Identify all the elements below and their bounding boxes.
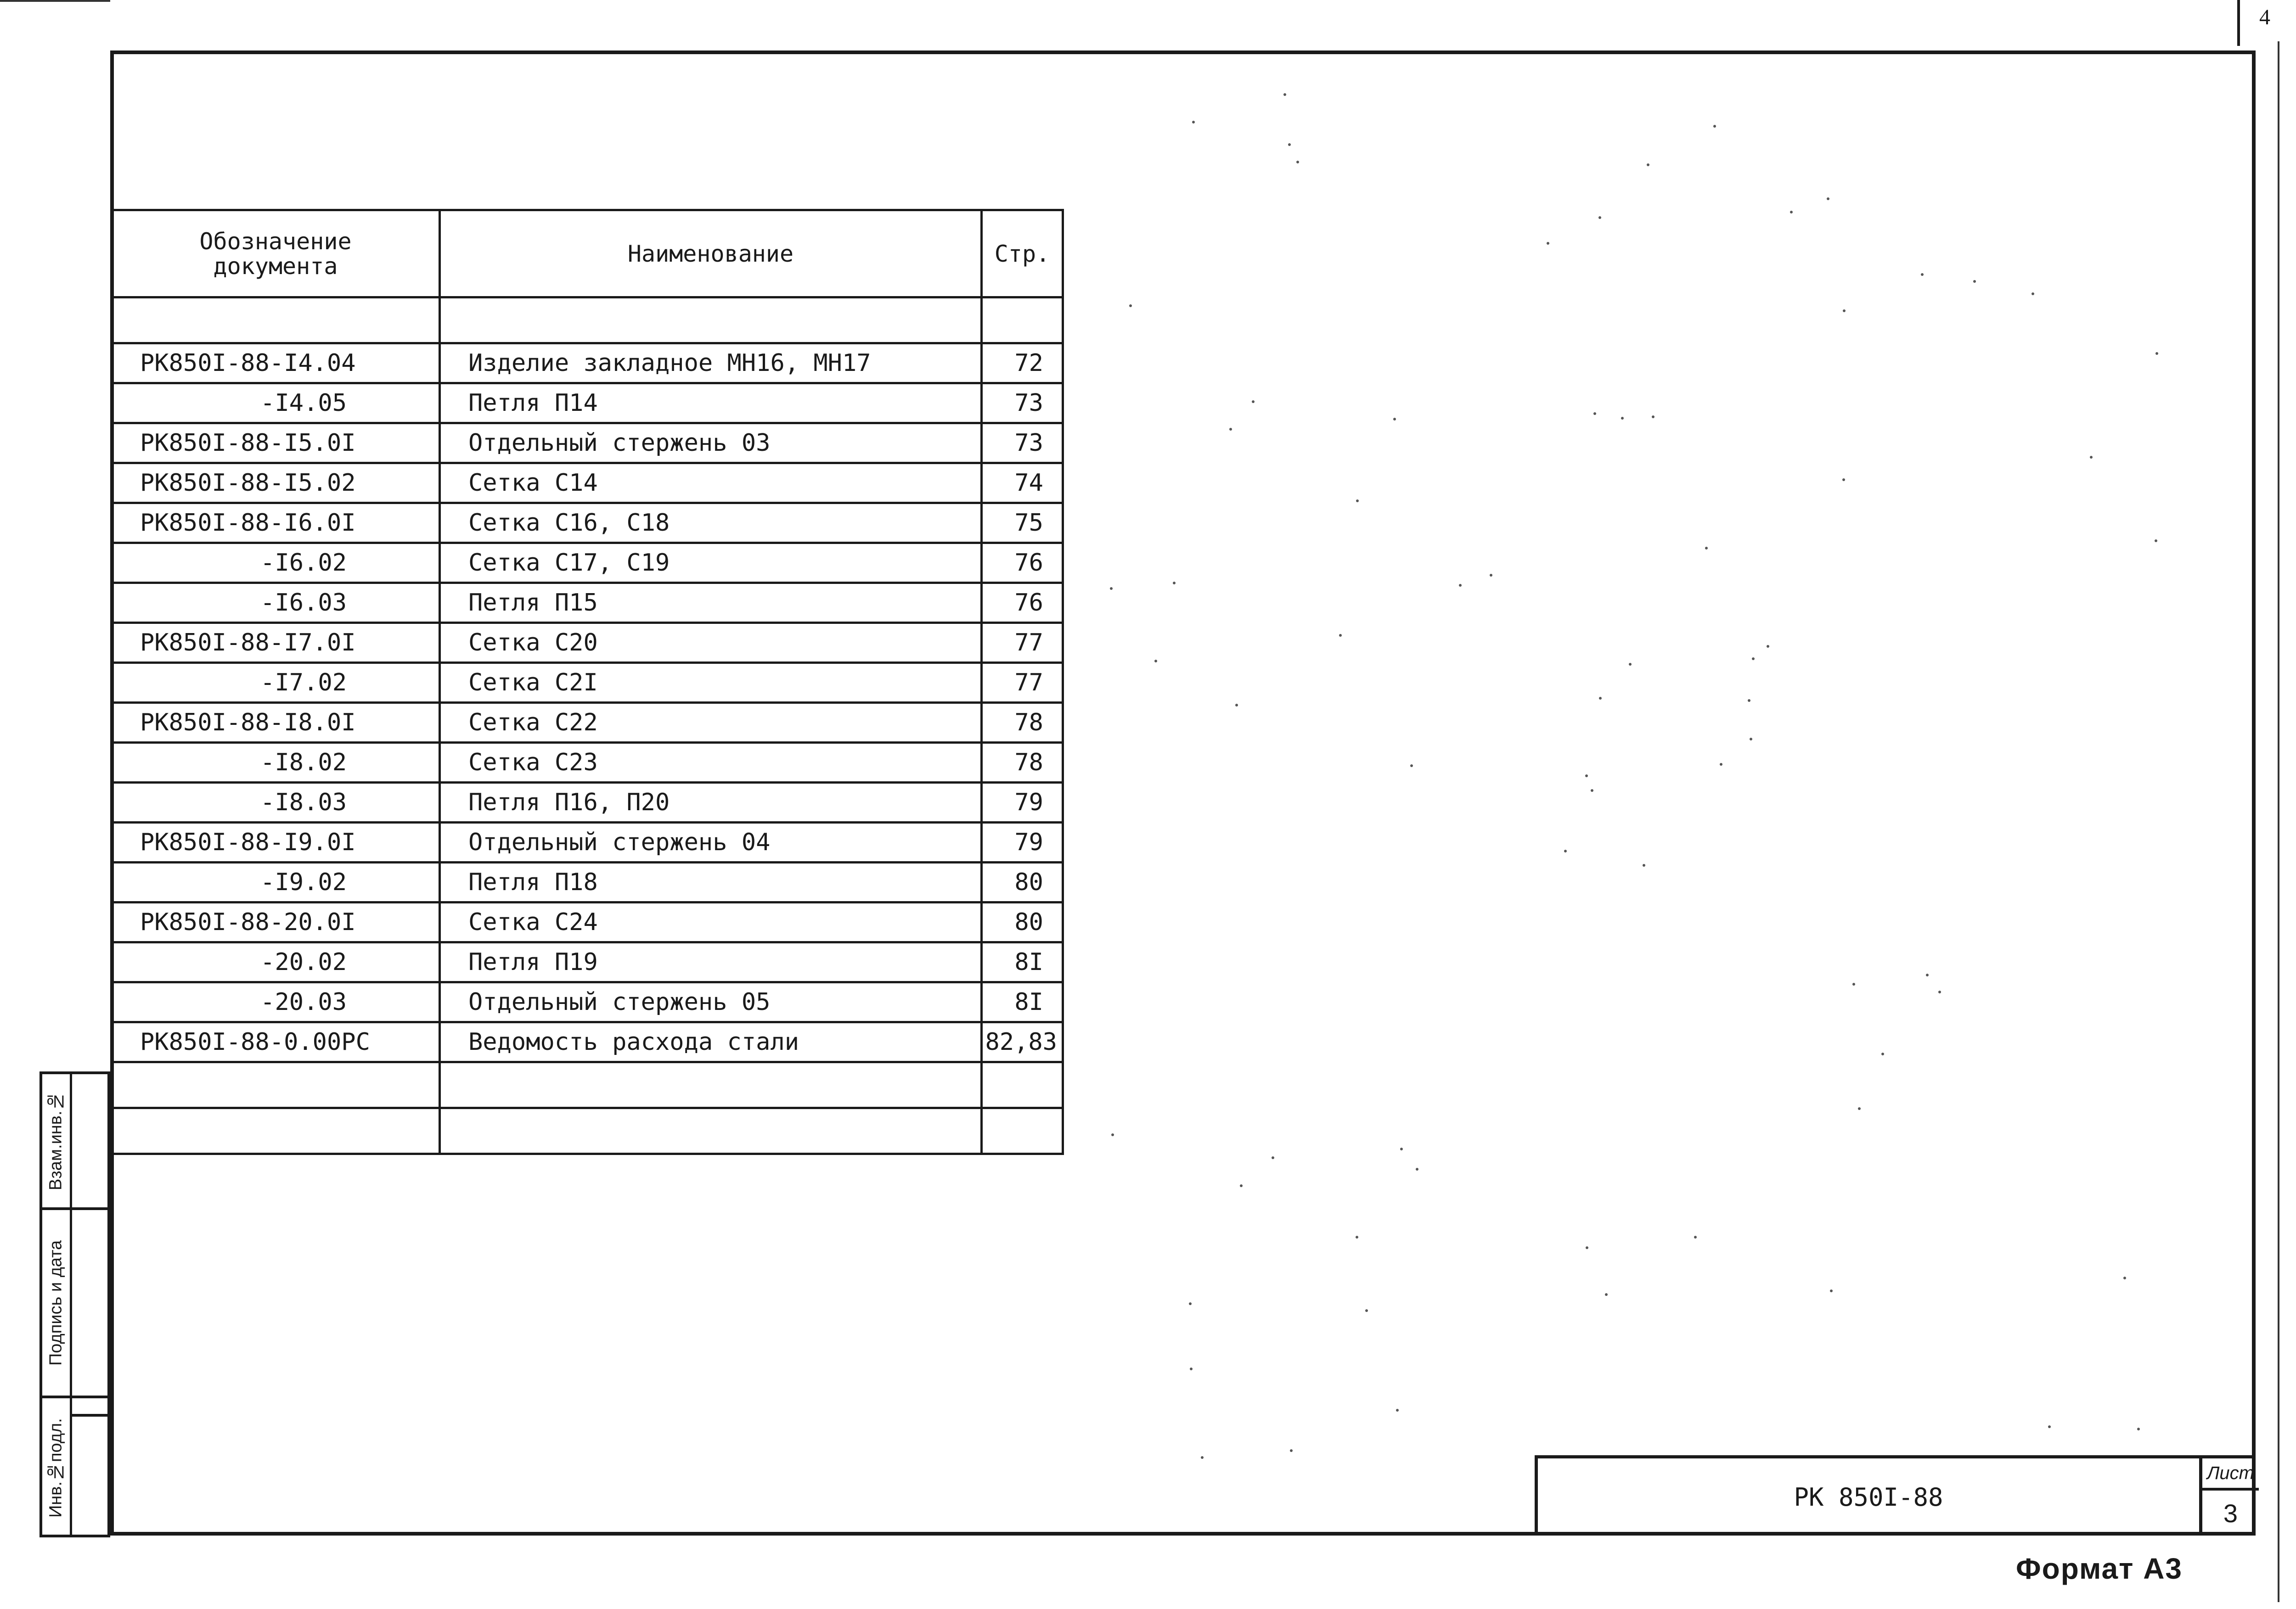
scan-speck <box>1881 1053 1884 1055</box>
document-code-cell: РК850I-88-I5.0I <box>112 423 440 463</box>
scan-speck <box>1593 412 1596 415</box>
document-name-cell: Сетка С20 <box>440 623 982 663</box>
header-name: Наименование <box>440 210 982 297</box>
scan-speck <box>1296 161 1299 163</box>
scan-speck <box>1790 211 1793 213</box>
page-number: 4 <box>2259 5 2270 29</box>
page-number-cell: 8I <box>982 942 1063 982</box>
binding-strip <box>39 1071 110 1537</box>
scan-speck <box>1921 273 1924 276</box>
page-number-cell: 73 <box>982 423 1063 463</box>
table-row <box>112 623 1063 663</box>
page-number-cell: 74 <box>982 463 1063 503</box>
header-code: Обозначение документа <box>112 210 440 297</box>
document-name-cell: Отдельный стержень 05 <box>440 982 982 1022</box>
scan-speck <box>1190 1368 1193 1370</box>
sheet-edge <box>2278 41 2279 1602</box>
document-name-cell: Сетка С16, С18 <box>440 503 982 543</box>
table-row <box>112 743 1063 783</box>
binding-label-signature: Подпись и дата <box>46 1240 66 1366</box>
table-row <box>112 783 1063 823</box>
scan-speck <box>1827 197 1829 200</box>
document-name-cell: Петля П19 <box>440 942 982 982</box>
scan-speck <box>1356 499 1359 502</box>
scan-speck <box>1752 657 1755 660</box>
scan-speck <box>1283 93 1286 96</box>
table-row <box>112 863 1063 903</box>
empty-cell <box>112 297 440 343</box>
scan-speck <box>1288 143 1291 146</box>
scan-speck <box>1356 1236 1358 1239</box>
scan-speck <box>1591 789 1593 792</box>
table-header-row <box>112 210 1063 297</box>
scan-speck <box>1720 763 1722 766</box>
scan-speck <box>1400 1148 1403 1150</box>
scan-speck <box>1252 400 1255 403</box>
scan-speck <box>2155 539 2157 542</box>
scan-speck <box>2048 1425 2051 1428</box>
scan-speck <box>1290 1449 1293 1452</box>
document-code-cell: РК850I-88-I5.02 <box>112 463 440 503</box>
empty-cell <box>440 1108 982 1154</box>
page-number-cell: 77 <box>982 623 1063 663</box>
binding-row-divider <box>70 1414 110 1417</box>
document-code-cell: РК850I-88-I6.0I <box>112 503 440 543</box>
page-number-cell: 78 <box>982 703 1063 743</box>
document-name-cell: Петля П18 <box>440 863 982 903</box>
scan-speck <box>1694 1236 1697 1239</box>
scan-speck <box>1748 699 1750 702</box>
scan-speck <box>1647 163 1649 166</box>
scan-speck <box>1410 764 1413 767</box>
table-row <box>112 982 1063 1022</box>
document-code-cell: РК850I-88-0.00РС <box>112 1022 440 1062</box>
scan-speck <box>1272 1156 1274 1159</box>
table-row <box>112 663 1063 703</box>
corner-rule <box>2237 0 2240 46</box>
page-number-cell: 79 <box>982 823 1063 863</box>
scan-speck <box>1110 587 1113 590</box>
top-rule <box>0 0 110 2</box>
table-row <box>112 823 1063 863</box>
scan-speck <box>1235 704 1238 706</box>
page-number-cell: 73 <box>982 383 1063 423</box>
table-row <box>112 343 1063 383</box>
document-name-cell: Сетка С14 <box>440 463 982 503</box>
scan-speck <box>2123 1277 2126 1279</box>
empty-cell <box>440 297 982 343</box>
table-row <box>112 1022 1063 1062</box>
empty-cell <box>982 1062 1063 1108</box>
empty-cell <box>982 1108 1063 1154</box>
page-number-cell: 80 <box>982 903 1063 942</box>
document-name-cell: Петля П14 <box>440 383 982 423</box>
document-code-cell: РК850I-88-I8.0I <box>112 703 440 743</box>
table-blank-row <box>112 1062 1063 1108</box>
document-code-cell: РК850I-88-I4.04 <box>112 343 440 383</box>
page-number-cell: 72 <box>982 343 1063 383</box>
empty-cell <box>440 1062 982 1108</box>
table-row <box>112 942 1063 982</box>
document-code-cell: -I7.02 <box>112 663 440 703</box>
page-number-cell: 76 <box>982 583 1063 623</box>
title-block <box>1535 1455 2256 1536</box>
table-row <box>112 503 1063 543</box>
sheet-cell <box>2199 1458 2259 1536</box>
scan-speck <box>1459 584 1462 587</box>
scan-speck <box>1189 1302 1192 1305</box>
scan-speck <box>1652 415 1654 418</box>
scan-speck <box>1705 547 1708 549</box>
sheet-number: 3 <box>2223 1498 2238 1528</box>
scan-speck <box>1938 991 1941 993</box>
document-name-cell: Ведомость расхода стали <box>440 1022 982 1062</box>
scan-speck <box>1393 418 1396 420</box>
table-blank-row <box>112 1108 1063 1154</box>
scan-speck <box>1201 1456 1204 1459</box>
document-code-cell: РК850I-88-I9.0I <box>112 823 440 863</box>
binding-row-divider <box>70 1396 110 1398</box>
table-row <box>112 463 1063 503</box>
empty-cell <box>982 297 1063 343</box>
scan-speck <box>2155 352 2158 355</box>
scan-speck <box>2090 456 2093 459</box>
document-code-cell: -I8.02 <box>112 743 440 783</box>
scan-speck <box>1852 983 1855 986</box>
document-code-cell: -I9.02 <box>112 863 440 903</box>
scan-speck <box>1598 216 1601 219</box>
scan-speck <box>1192 121 1195 123</box>
header-page: Стр. <box>982 210 1063 297</box>
document-code-cell: -I8.03 <box>112 783 440 823</box>
scan-speck <box>1621 417 1624 420</box>
binding-column-divider <box>70 1074 72 1535</box>
scan-speck <box>1750 738 1752 740</box>
scan-speck <box>1229 428 1232 431</box>
document-name-cell: Отдельный стержень 04 <box>440 823 982 863</box>
document-name-cell: Изделие закладное МН16, МН17 <box>440 343 982 383</box>
scan-speck <box>1586 1246 1588 1249</box>
scan-speck <box>1830 1289 1833 1292</box>
scan-speck <box>1713 125 1716 128</box>
table-row <box>112 423 1063 463</box>
scan-speck <box>1585 774 1588 777</box>
page-number-cell: 76 <box>982 543 1063 583</box>
document-name-cell: Сетка С23 <box>440 743 982 783</box>
scan-speck <box>1339 634 1342 637</box>
page-number-cell: 79 <box>982 783 1063 823</box>
scan-speck <box>1396 1409 1399 1412</box>
document-code-cell: -20.03 <box>112 982 440 1022</box>
scan-speck <box>1416 1168 1418 1171</box>
empty-cell <box>112 1062 440 1108</box>
empty-cell <box>112 1108 440 1154</box>
scan-speck <box>1605 1293 1608 1296</box>
document-code-cell: -20.02 <box>112 942 440 982</box>
document-code-cell: -I6.03 <box>112 583 440 623</box>
scan-speck <box>1365 1309 1368 1312</box>
scan-speck <box>1490 574 1492 577</box>
scan-speck <box>1843 309 1846 312</box>
page-number-cell: 82,83 <box>982 1022 1063 1062</box>
document-code-cell: РК850I-88-20.0I <box>112 903 440 942</box>
document-name-cell: Петля П15 <box>440 583 982 623</box>
scan-speck <box>1111 1133 1114 1136</box>
page-number-cell: 78 <box>982 743 1063 783</box>
scan-speck <box>1547 242 1549 245</box>
table-row <box>112 903 1063 942</box>
document-code-cell: РК850I-88-I7.0I <box>112 623 440 663</box>
table-row <box>112 703 1063 743</box>
scan-speck <box>2137 1428 2140 1430</box>
table-row <box>112 383 1063 423</box>
sheet-label: Лист <box>2202 1458 2259 1491</box>
scan-speck <box>1599 697 1602 700</box>
scan-speck <box>1564 850 1567 852</box>
binding-label-replacement: Взам.инв.№ <box>46 1091 66 1190</box>
page-number-cell: 8I <box>982 982 1063 1022</box>
page-number-cell: 75 <box>982 503 1063 543</box>
document-code-cell: -I4.05 <box>112 383 440 423</box>
contents-table <box>110 209 1064 1155</box>
document-name-cell: Сетка С17, С19 <box>440 543 982 583</box>
binding-label-inventory: Инв.№подл. <box>46 1418 66 1518</box>
document-name-cell: Сетка С22 <box>440 703 982 743</box>
scan-speck <box>1173 582 1176 584</box>
document-name-cell: Сетка С24 <box>440 903 982 942</box>
table-spacer-row <box>112 297 1063 343</box>
page-number-cell: 77 <box>982 663 1063 703</box>
table-row <box>112 583 1063 623</box>
scan-speck <box>1973 280 1976 283</box>
document-designation: РК 850I-88 <box>1794 1482 1943 1512</box>
scan-speck <box>1858 1107 1861 1110</box>
page-number-cell: 80 <box>982 863 1063 903</box>
document-name-cell: Сетка С2I <box>440 663 982 703</box>
document-code-cell: -I6.02 <box>112 543 440 583</box>
scan-speck <box>1240 1184 1243 1187</box>
table-row <box>112 543 1063 583</box>
scan-speck <box>1629 663 1632 666</box>
scan-speck <box>1842 478 1845 481</box>
format-label: Формат А3 <box>2016 1552 2183 1585</box>
scan-speck <box>1154 660 1157 662</box>
scan-speck <box>1926 974 1929 976</box>
scan-speck <box>1129 304 1132 307</box>
scan-speck <box>2032 292 2034 295</box>
document-name-cell: Петля П16, П20 <box>440 783 982 823</box>
scan-speck <box>1767 645 1769 648</box>
document-name-cell: Отдельный стержень 03 <box>440 423 982 463</box>
scan-speck <box>1643 864 1645 867</box>
